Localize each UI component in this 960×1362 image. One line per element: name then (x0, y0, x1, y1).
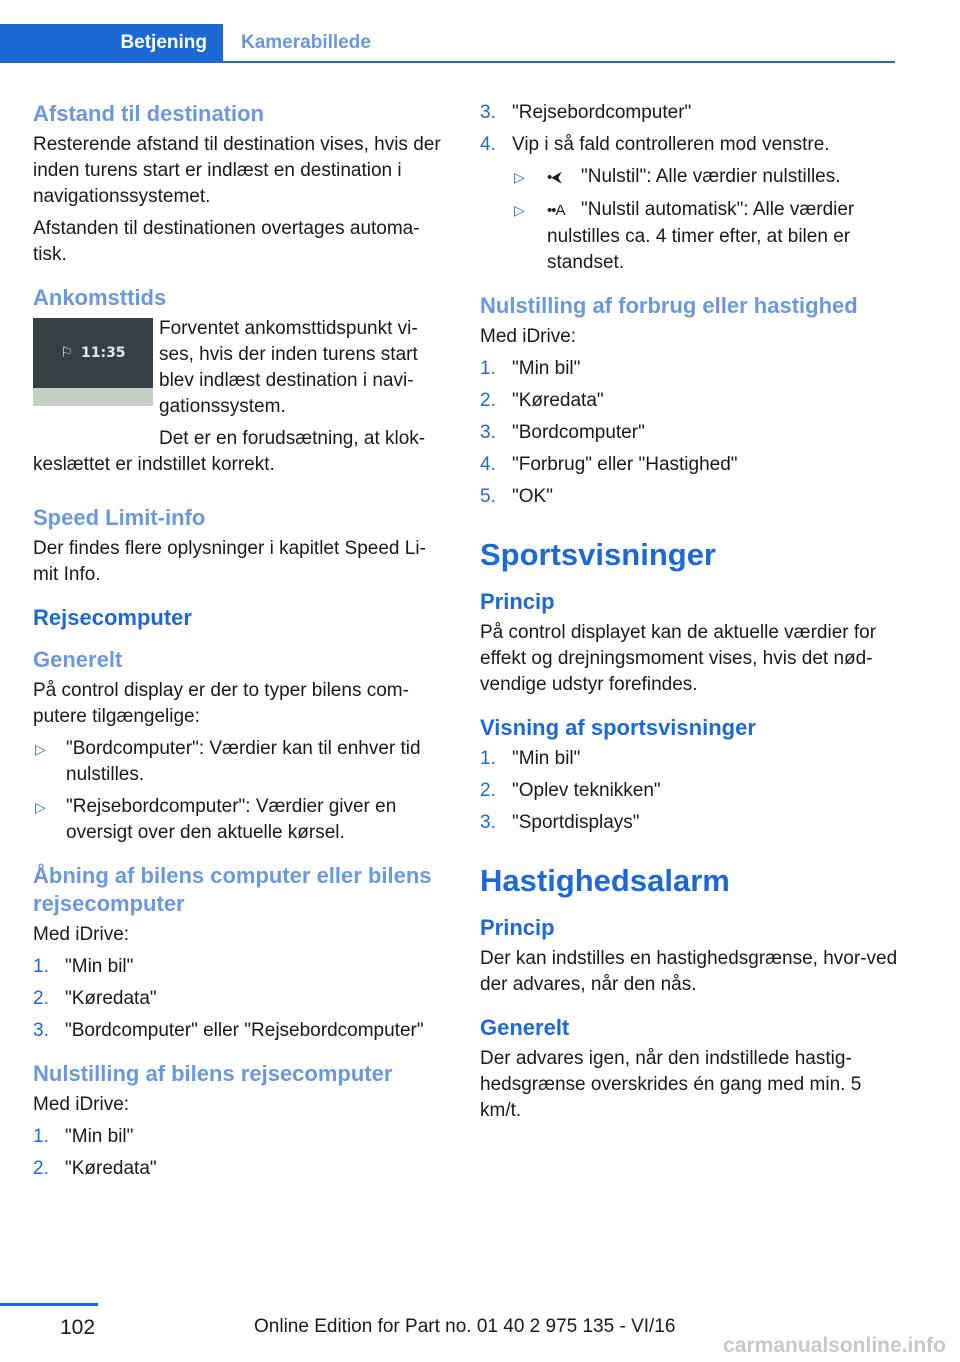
list-item: 5. "OK" (480, 486, 553, 507)
nulstil-options (480, 164, 898, 276)
list-item: 1. "Min bil" (33, 1126, 134, 1147)
list-item: ▷ "Bordcomputer": Værdier kan til enhver tid nulstilles. (35, 738, 421, 785)
heading-princip: Princip (480, 589, 555, 614)
visning-steps (480, 746, 898, 836)
list-item: ▷ ••A "Nulstil automatisk": Alle værdier nulstilles ca. 4 timer efter, at bilen er standset. (514, 199, 855, 273)
ankomst-text-2a: Det er en forudsætning, at klok- (159, 428, 426, 449)
heading-generelt: Generelt (33, 647, 123, 672)
triangle-bullet-icon: ▷ (514, 202, 525, 218)
list-item: 1. "Min bil" (33, 956, 134, 977)
list-item: 3. "Rejsebordcomputer" (480, 102, 692, 123)
nulstil-steps-cont (480, 100, 898, 158)
footer-line (0, 1303, 98, 1306)
clock-display-image (33, 318, 153, 406)
list-item: 3. "Bordcomputer" (480, 422, 645, 443)
right-column (480, 100, 898, 1130)
left-column (33, 100, 448, 1188)
heading-ankomst: Ankomsttids (33, 285, 167, 310)
list-item: 2. "Oplev teknikken" (480, 780, 661, 801)
list-item: ▷ •⮜ "Nulstil": Alle værdier nulstilles. (480, 164, 898, 191)
generelt-text: På control display er der to typer bilens com-putere tilgængelige: (33, 680, 409, 727)
speed-text: Der findes flere oplysninger i kapitlet Speed Li-mit Info. (33, 538, 426, 585)
triangle-bullet-icon: ▷ (514, 169, 525, 185)
heading-nulstil-rejse: Nulstilling af bilens rejsecomputer (33, 1061, 393, 1086)
list-item: 2. "Køredata" (33, 988, 157, 1009)
heading-hast-princip: Princip (480, 915, 555, 940)
forbrug-steps (480, 356, 898, 510)
triangle-bullet-icon: ▷ (35, 799, 46, 815)
nulstil-text: Med iDrive: (33, 1094, 130, 1115)
list-item: ▷ "Rejsebordcomputer": Værdier giver en oversigt over den aktuelle kørsel. (35, 796, 397, 843)
afstand-text-1: Resterende afstand til destination vises, hvis der inden turens start er indlæst en destination i navigationssystemet. (33, 134, 441, 207)
edition-text: Online Edition for Part no. 01 40 2 975 135 - VI/16 (254, 1316, 676, 1337)
tab-kamerabillede[interactable]: Kamerabillede (241, 31, 371, 53)
clock-time: 11:35 (80, 345, 126, 361)
tab-betjening[interactable]: Betjening (0, 24, 223, 61)
heading-hastighedsalarm: Hastighedsalarm (480, 863, 730, 898)
list-item: 1. "Min bil" (480, 358, 581, 379)
hast-generelt-text: Der advares igen, når den indstillede hastig-hedsgrænse overskrides én gang med min. 5 km/t. (480, 1048, 862, 1121)
hast-princip-text: Der kan indstilles en hastighedsgrænse, hvor-ved der advares, når den nås. (480, 948, 898, 995)
heading-rejsecomputer: Rejsecomputer (33, 605, 192, 630)
forbrug-text: Med iDrive: (480, 326, 577, 347)
watermark: carmanualsonline.info (723, 1334, 946, 1357)
triangle-bullet-icon: ▷ (35, 741, 46, 757)
list-item: 2. "Køredata" (480, 390, 604, 411)
generelt-list (33, 736, 448, 846)
heading-visning: Visning af sportsvisninger (480, 715, 756, 740)
list-item: 4. "Forbrug" eller "Hastighed" (480, 454, 738, 475)
reset-icon: •⮜ (547, 169, 561, 186)
nulstil-steps (33, 1124, 448, 1182)
ankomst-section (33, 284, 448, 478)
page-number: 102 (60, 1316, 96, 1339)
heading-sportsvisninger: Sportsvisninger (480, 537, 716, 572)
aabning-text: Med iDrive: (33, 924, 130, 945)
heading-aabning: Åbning af bilens computer eller bilens rejsecomputer (33, 863, 432, 916)
heading-afstand: Afstand til destination (33, 101, 264, 126)
ankomst-text-1: Forventet ankomsttidspunkt vi-ses, hvis der inden turens start blev indlæst destination i navi-gationssystem. (159, 318, 418, 417)
list-item: 3. "Sportdisplays" (480, 812, 640, 833)
aabning-steps (33, 954, 448, 1044)
list-item: 2. "Køredata" (33, 1158, 157, 1179)
list-item: 3. "Bordcomputer" eller "Rejsebordcomputer" (33, 1020, 424, 1041)
princip-text: På control displayet kan de aktuelle værdier for effekt og drejningsmoment vises, hvis det nød-vendige udstyr forefindes. (480, 622, 877, 695)
header-tab-bar (0, 24, 895, 63)
heading-forbrug: Nulstilling af forbrug eller hastighed (480, 293, 858, 318)
list-item: 4. Vip i så fald controlleren mod venstre. (480, 134, 830, 155)
heading-speed-limit: Speed Limit-info (33, 505, 206, 530)
auto-reset-icon: ••A (547, 202, 565, 219)
ankomst-text-2b: keslættet er indstillet korrekt. (33, 454, 275, 475)
flag-icon: ⚐ (60, 345, 73, 361)
afstand-text-2: Afstanden til destinationen overtages automa-tisk. (33, 218, 420, 265)
list-item: 1. "Min bil" (480, 748, 581, 769)
heading-hast-generelt: Generelt (480, 1015, 570, 1040)
